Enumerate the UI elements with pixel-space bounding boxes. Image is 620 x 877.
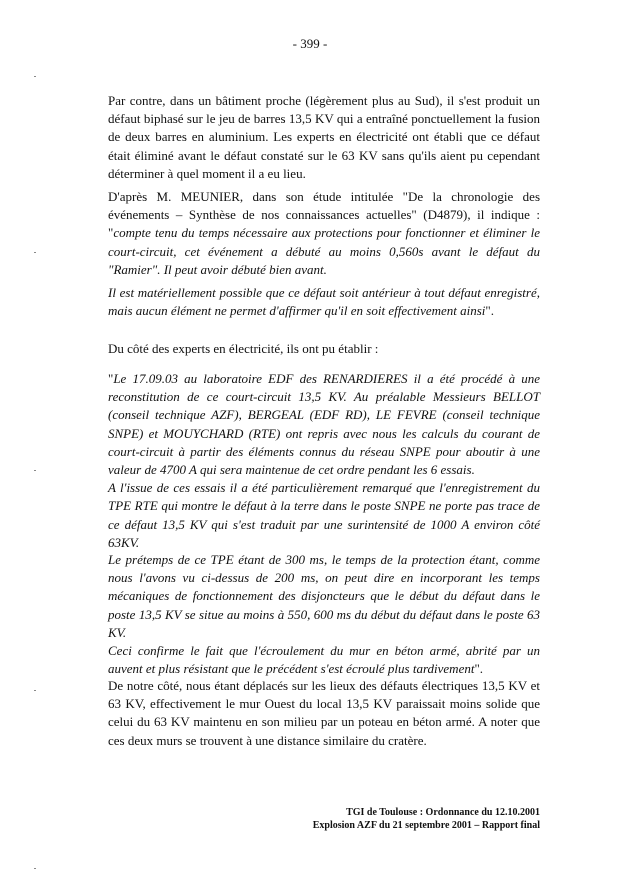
margin-mark <box>34 690 36 691</box>
paragraph-text: Par contre, dans un bâtiment proche (légèrement plus au Sud), il s'est produit un défaut biphasé sur le jeu de barres 13,5 KV qui a entraîné ponctuellement la fusion de deux barres en aluminium. Les experts en électricité ont établi que ce défaut était éliminé avant le défaut constaté sur le 63 KV sans qu'ils aient pu cependant déterminer à quel moment il a eu lieu. <box>108 93 540 181</box>
opening-quote: " <box>108 371 114 386</box>
footer-line-report: Explosion AZF du 21 septembre 2001 – Rapport final <box>312 820 540 831</box>
paragraph-tpe-timing <box>108 551 540 678</box>
quoted-text: Ceci confirme le fait que l'écroulement du mur en béton armé, abrité par un auvent et plus résistant que le précédent s'est écroulé plus tardivement <box>108 643 540 677</box>
page-footer <box>313 806 540 832</box>
paragraph-text <box>108 370 540 479</box>
quoted-text: compte tenu du temps nécessaire aux protections pour fonctionner et éliminer le court-circuit, cet événement a débuté au moins 0,560s avant le défaut du "Ramier". Il peut avoir débuté bien avant. <box>108 225 540 277</box>
page-number: - 399 - <box>292 36 328 51</box>
margin-mark <box>34 76 36 77</box>
quoted-text: Il est matériellement possible que ce défaut soit antérieur à tout défaut enregistré, mais aucun élément ne permet d'affirmer qu'il en soit effectivement ainsi <box>108 285 540 319</box>
paragraph-busbar-fault <box>108 92 540 183</box>
paragraph-text: De notre côté, nous étant déplacés sur les lieux des défauts électriques 13,5 KV et 63 KV, effectivement le mur Ouest du local 13,5 KV paraissait moins solide que celui du 63 KV maintenu en son milieu par un poteau en béton armé. A noter que ces deux murs se trouvent à une distance similaire du cratère. <box>108 678 540 748</box>
footer-line-court: TGI de Toulouse : Ordonnance du 12.10.2001 <box>346 807 540 818</box>
closing-quote: ". <box>474 661 484 677</box>
paragraph-text: Le prétemps de ce TPE étant de 300 ms, le temps de la protection étant, comme nous l'avons vu ci-dessus de 200 ms, on peut dire en incorporant les temps mécaniques de fonctionnement des disjoncteurs que le début du défaut dans le poste 13,5 KV se situe au moins à 550, 600 ms du début du défaut dans le poste 63 KV. <box>108 552 540 640</box>
paragraph-text <box>108 188 540 279</box>
paragraph-experts-intro <box>108 340 540 358</box>
margin-mark <box>34 252 36 253</box>
margin-mark <box>34 868 36 869</box>
paragraph-text <box>108 284 540 320</box>
paragraph-text <box>108 642 540 678</box>
paragraph-meunier-conclusion <box>108 284 540 320</box>
closing-quote: ". <box>485 303 494 319</box>
paragraph-meunier-study <box>108 188 540 279</box>
paragraph-site-visit <box>108 677 540 750</box>
paragraph-text: A l'issue de ces essais il a été particulièrement remarqué que l'enregistrement du TPE RTE qui montre le défaut à la terre dans le poste SNPE ne porte pas trace de ce défaut 13,5 KV qui s'est traduit par une surintensité de 1000 A environ côté 63KV. <box>108 480 540 550</box>
quoted-text: Le 17.09.03 au laboratoire EDF des RENARDIERES il a été procédé à une reconstitution de ce court-circuit 13,5 KV. Au préalable Messieurs BELLOT (conseil technique AZF), BERGEAL (EDF RD), LE FEVRE (conseil technique SNPE) et MOUYCHARD (RTE) ont repris avec nous les calculs du courant de court-circuit à partir des éléments connus du réseau SNPE pour aboutir à une valeur de 4700 A qui sera maintenue de cet ordre pendant les 6 essais. <box>108 371 540 478</box>
margin-mark <box>34 470 36 471</box>
paragraph-renardieres-test <box>108 370 540 552</box>
paragraph-text: Du côté des experts en électricité, ils ont pu établir : <box>108 341 379 356</box>
paragraph-intro: D'après M. MEUNIER, dans son étude intitulée "De la chronologie des événements – Synthèse de nos connaissances actuelles" (D4879), il indique : " <box>108 189 540 241</box>
